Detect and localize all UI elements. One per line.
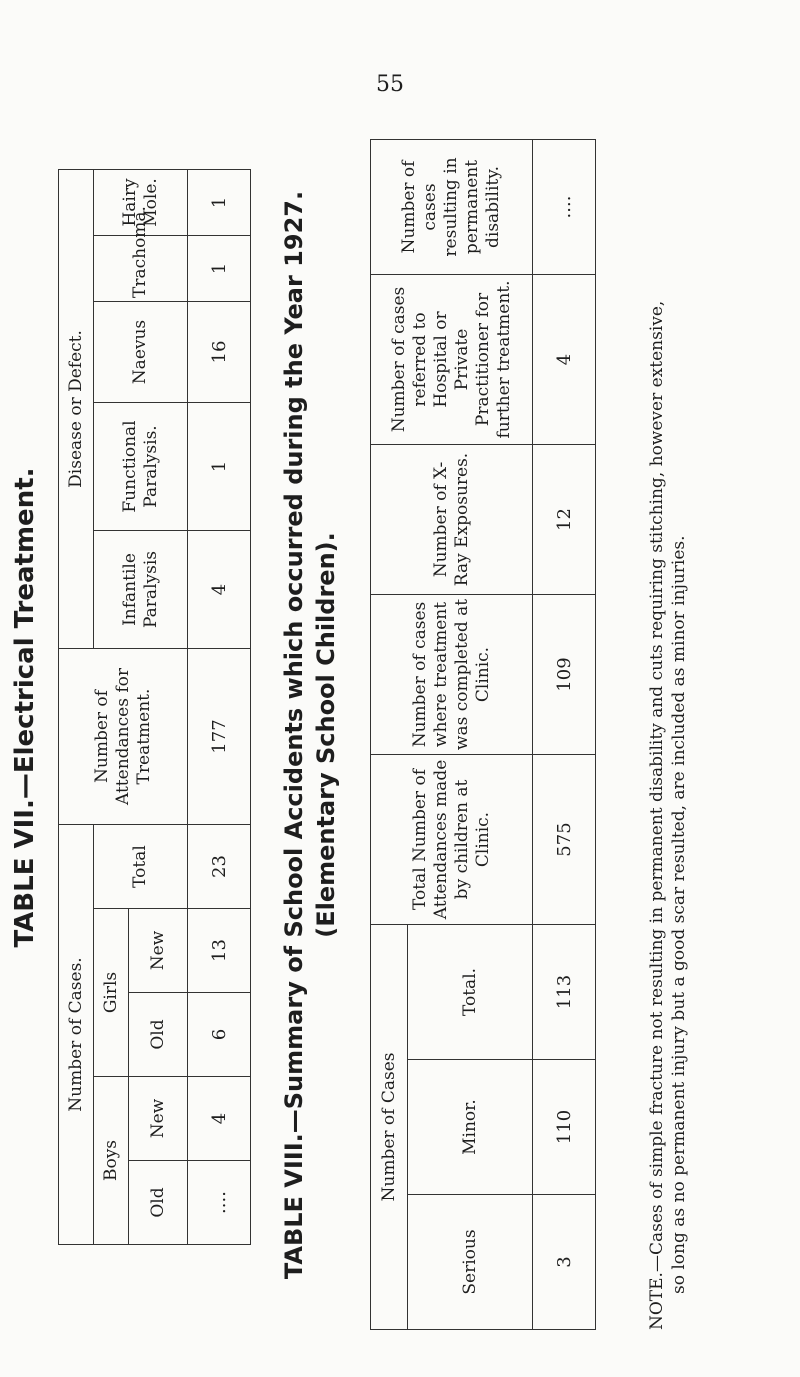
girls-old-value: 6 — [188, 993, 251, 1077]
naevus-value: 16 — [188, 302, 251, 403]
minor-value: 110 — [533, 1060, 596, 1195]
disease-header-trachoma: Trachoma. — [94, 236, 188, 302]
table-vii — [58, 169, 251, 1245]
girls-new-value: 13 — [188, 909, 251, 993]
table-viii-panel — [280, 140, 689, 1330]
referred-value: 4 — [533, 275, 596, 445]
disease-header-functional: Functional Paralysis. — [94, 403, 188, 531]
minor-header: Minor. — [408, 1060, 533, 1195]
serious-value: 3 — [533, 1195, 596, 1330]
clinic-attendances-value: 575 — [533, 755, 596, 925]
xray-value: 12 — [533, 445, 596, 595]
boys-header: Boys — [94, 1077, 129, 1245]
total-value: 23 — [188, 825, 251, 909]
completed-header: Number of cases where treatment was completed at Clinic. — [371, 595, 533, 755]
table-vii-panel — [10, 170, 248, 1245]
boys-old-header: Old — [129, 1161, 188, 1245]
page-number: 55 — [376, 72, 404, 97]
accident-cases-group-header: Number of Cases — [371, 925, 408, 1330]
boys-old-value: .... — [188, 1161, 251, 1245]
table-viii-title: TABLE VIII.—Summary of School Accidents which occurred during the Year 1927. — [280, 190, 308, 1280]
note-line-2: so long as no permanent injury but a good scar resulted, are included as minor injuries. — [669, 535, 689, 1294]
completed-value: 109 — [533, 595, 596, 755]
clinic-attendances-header: Total Number of Attendances made by children at Clinic. — [371, 755, 533, 925]
table-vii-heading: TABLE VII.—Electrical Treatment. — [10, 467, 40, 948]
infantile-value: 4 — [188, 531, 251, 649]
attendances-header: Number of Attendances for Treatment. — [59, 649, 188, 825]
serious-header: Serious — [408, 1195, 533, 1330]
total-header: Total — [94, 825, 188, 909]
disease-group-header: Disease or Defect. — [59, 169, 94, 648]
table-viii — [370, 139, 596, 1330]
disease-header-infantile: Infantile Paralysis — [94, 531, 188, 649]
boys-new-header: New — [129, 1077, 188, 1161]
table-viii-note — [646, 140, 690, 1330]
girls-header: Girls — [94, 909, 129, 1077]
cases-group-header: Number of Cases. — [59, 825, 94, 1245]
girls-new-header: New — [129, 909, 188, 993]
hairy-mole-value: 1 — [188, 169, 251, 235]
disease-header-hairy-mole: Hairy Mole. — [94, 169, 188, 235]
disease-header-naevus: Naevus — [94, 302, 188, 403]
note-line-1: NOTE.—Cases of simple fracture not resulting in permanent disability and cuts requiring stitching, however extensive, — [647, 300, 667, 1330]
attendances-value: 177 — [188, 649, 251, 825]
trachoma-value: 1 — [188, 236, 251, 302]
boys-new-value: 4 — [188, 1077, 251, 1161]
xray-header: Number of X-Ray Exposures. — [371, 445, 533, 595]
functional-value: 1 — [188, 403, 251, 531]
disability-header: Number of cases resulting in permanent disability. — [371, 140, 533, 275]
disability-value: .... — [533, 140, 596, 275]
table-viii-subtitle: (Elementary School Children). — [312, 532, 340, 938]
girls-old-header: Old — [129, 993, 188, 1077]
referred-header: Number of cases referred to Hospital or Private Practitioner for further treatment. — [371, 275, 533, 445]
accident-total-header: Total. — [408, 925, 533, 1060]
accident-total-value: 113 — [533, 925, 596, 1060]
